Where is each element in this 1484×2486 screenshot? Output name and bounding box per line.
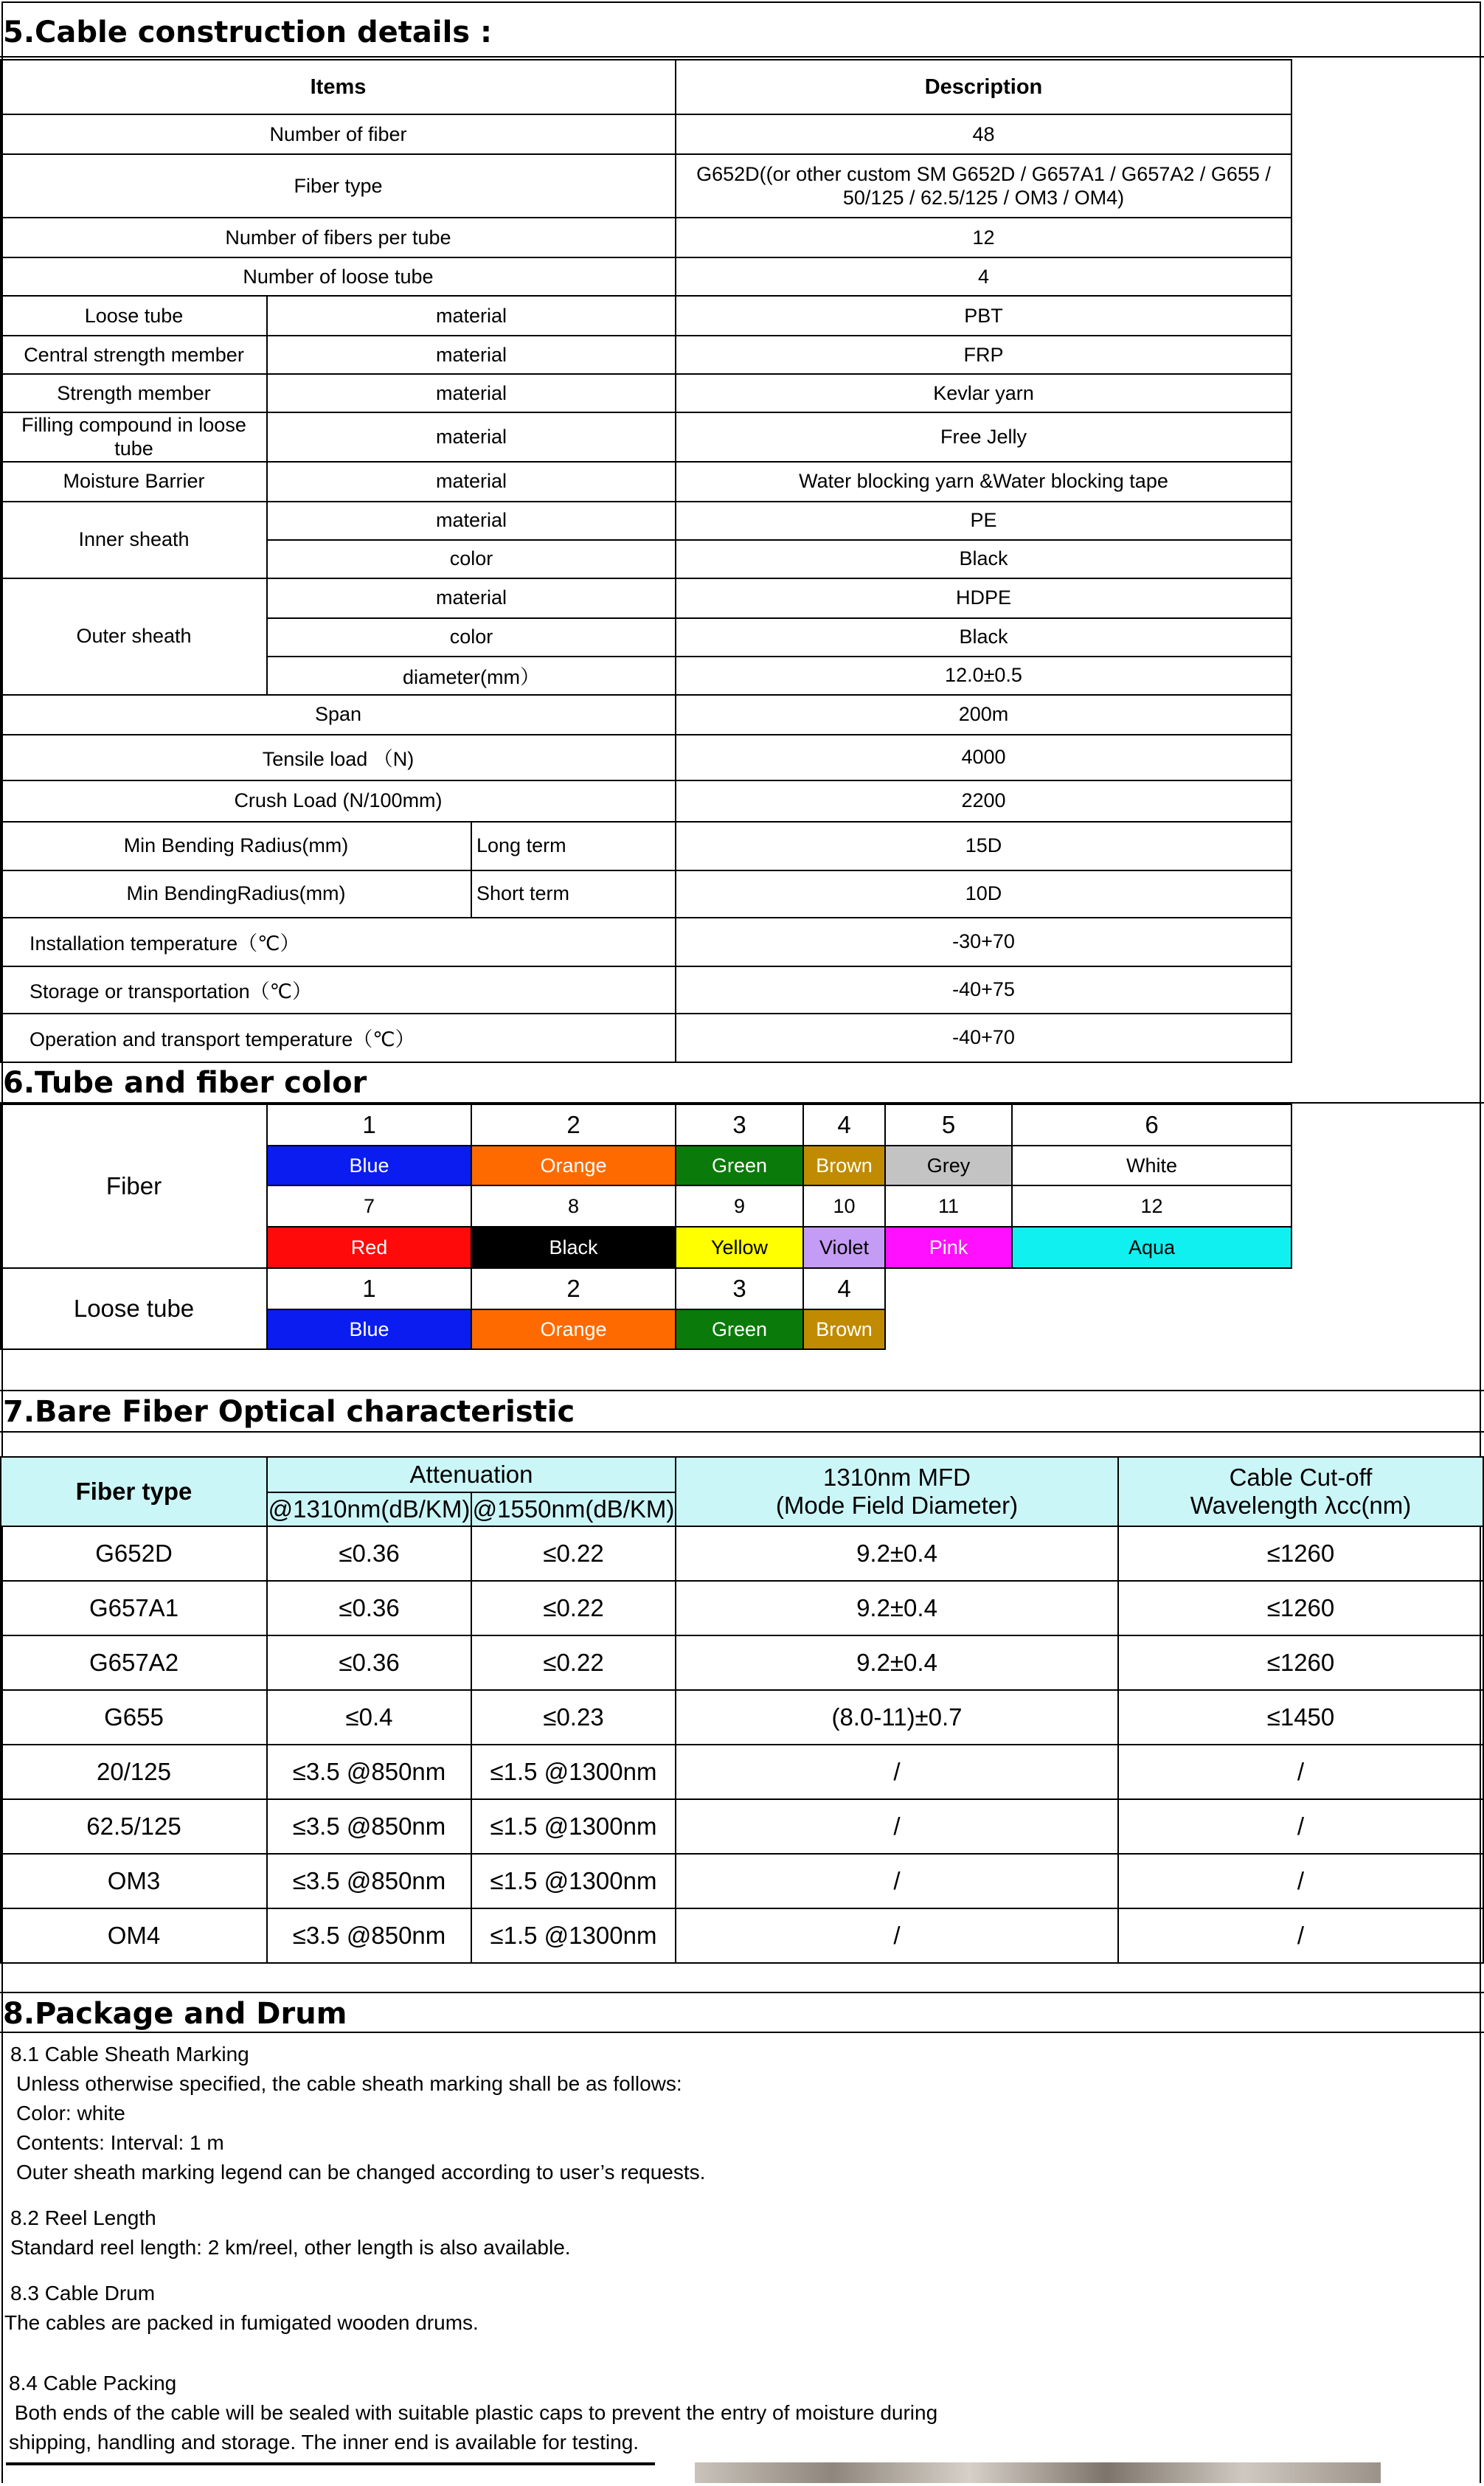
row-sub-label: color bbox=[267, 618, 676, 657]
row-label: Span bbox=[1, 695, 676, 735]
table-row bbox=[1, 822, 1291, 870]
attenuation-1310-cell: ≤3.5 @850nm bbox=[267, 1854, 471, 1908]
table-row bbox=[1, 1854, 1483, 1908]
row-value: 4 bbox=[676, 257, 1291, 296]
color-swatch-white: White bbox=[1012, 1146, 1291, 1185]
attenuation-1310-header: @1310nm(dB/KM) bbox=[267, 1492, 471, 1526]
mfd-cell: / bbox=[676, 1745, 1118, 1799]
row-sub-label: material bbox=[267, 336, 676, 374]
cable-packing-line: Both ends of the cable will be sealed with suitable plastic caps to prevent the entry of moisture during bbox=[9, 2401, 938, 2424]
color-number: 4 bbox=[803, 1104, 885, 1146]
table-header-row bbox=[1, 60, 1291, 114]
fiber-type-line-2: 50/125 / 62.5/125 / OM3 / OM4) bbox=[842, 187, 1125, 209]
table-row bbox=[1, 296, 1291, 336]
attenuation-1550-cell: ≤1.5 @1300nm bbox=[471, 1745, 676, 1799]
color-number: 10 bbox=[803, 1185, 885, 1227]
row-sub-label: material bbox=[267, 502, 676, 540]
spacer bbox=[10, 2187, 937, 2203]
row-sub-label: color bbox=[267, 540, 676, 578]
fiber-type-cell: G652D bbox=[1, 1526, 267, 1581]
cutoff-line-2: Wavelength λcc(nm) bbox=[1190, 1492, 1412, 1519]
drum-photo-edge bbox=[695, 2462, 1381, 2483]
sheath-marking-line: Color: white bbox=[16, 2102, 125, 2125]
row-value: 12.0±0.5 bbox=[676, 657, 1291, 695]
fiber-type-cell: 62.5/125 bbox=[1, 1799, 267, 1854]
table-row bbox=[1, 1635, 1483, 1690]
table-row bbox=[1, 154, 1291, 218]
attenuation-1550-cell: ≤0.22 bbox=[471, 1526, 676, 1581]
attenuation-1550-cell: ≤0.22 bbox=[471, 1635, 676, 1690]
color-swatch-brown: Brown bbox=[803, 1146, 885, 1185]
cutoff-cell: / bbox=[1118, 1745, 1483, 1799]
empty-cell bbox=[885, 1268, 1291, 1349]
row-label: Tensile load （N) bbox=[1, 735, 676, 780]
cutoff-line-1: Cable Cut-off bbox=[1229, 1464, 1373, 1491]
table-row bbox=[1, 502, 1291, 540]
mfd-cell: / bbox=[676, 1908, 1118, 1963]
table-row bbox=[1, 1581, 1483, 1635]
divider bbox=[0, 1431, 1484, 1433]
row-label: Outer sheath bbox=[1, 578, 267, 695]
row-label: Number of fibers per tube bbox=[1, 218, 676, 257]
table-row bbox=[1, 336, 1291, 374]
sheath-marking-line: Unless otherwise specified, the cable sheath marking shall be as follows: bbox=[16, 2072, 682, 2095]
row-value: -40+70 bbox=[676, 1014, 1291, 1062]
color-swatch-orange: Orange bbox=[471, 1309, 676, 1349]
row-label: Crush Load (N/100mm) bbox=[1, 780, 676, 822]
row-sub-label: material bbox=[267, 412, 676, 462]
color-swatch-orange: Orange bbox=[471, 1146, 676, 1185]
sheath-marking-line: Contents: Interval: 1 m bbox=[16, 2131, 224, 2154]
row-sub-label: diameter(mm） bbox=[267, 657, 676, 695]
mfd-cell: 9.2±0.4 bbox=[676, 1581, 1118, 1635]
table-row bbox=[1, 1799, 1483, 1854]
table-row bbox=[1, 218, 1291, 257]
color-swatch-yellow: Yellow bbox=[676, 1227, 803, 1268]
color-swatch-green: Green bbox=[676, 1309, 803, 1349]
fiber-type-value bbox=[676, 154, 1291, 218]
color-number: 3 bbox=[676, 1104, 803, 1146]
row-value: 48 bbox=[676, 114, 1291, 154]
table-row bbox=[1, 966, 1291, 1014]
divider bbox=[0, 1992, 1484, 1993]
color-number: 9 bbox=[676, 1185, 803, 1227]
cable-drum-line: The cables are packed in fumigated wooden drums. bbox=[4, 2311, 479, 2334]
table-row bbox=[1, 1690, 1483, 1745]
color-swatch-pink: Pink bbox=[885, 1227, 1012, 1268]
reel-length-line: Standard reel length: 2 km/reel, other length is also available. bbox=[10, 2236, 571, 2259]
attenuation-1310-cell: ≤0.4 bbox=[267, 1690, 471, 1745]
color-number: 6 bbox=[1012, 1104, 1291, 1146]
row-value: PE bbox=[676, 502, 1291, 540]
row-value: -30+70 bbox=[676, 918, 1291, 966]
color-swatch-red: Red bbox=[267, 1227, 471, 1268]
row-value: Free Jelly bbox=[676, 412, 1291, 462]
fiber-type-header: Fiber type bbox=[1, 1457, 267, 1526]
section-6-title: 6.Tube and fiber color bbox=[3, 1066, 367, 1100]
table-row bbox=[1, 374, 1291, 412]
fiber-type-cell: OM3 bbox=[1, 1854, 267, 1908]
row-value: 2200 bbox=[676, 780, 1291, 822]
cutoff-header bbox=[1118, 1457, 1483, 1526]
row-label: Number of fiber bbox=[1, 114, 676, 154]
row-label: Installation temperature（℃） bbox=[1, 918, 676, 966]
mfd-cell: 9.2±0.4 bbox=[676, 1526, 1118, 1581]
color-number: 7 bbox=[267, 1185, 471, 1227]
attenuation-1310-cell: ≤3.5 @850nm bbox=[267, 1799, 471, 1854]
row-label: Moisture Barrier bbox=[1, 462, 267, 502]
table-row bbox=[1, 412, 1291, 462]
cable-drum-title: 8.3 Cable Drum bbox=[10, 2282, 156, 2305]
cutoff-cell: ≤1450 bbox=[1118, 1690, 1483, 1745]
row-value: 4000 bbox=[676, 735, 1291, 780]
color-swatch-blue: Blue bbox=[267, 1146, 471, 1185]
optical-characteristic-table bbox=[0, 1456, 1484, 1964]
spacer bbox=[10, 2338, 937, 2369]
cable-packing-line: shipping, handling and storage. The inner end is available for testing. bbox=[9, 2431, 639, 2454]
color-swatch-aqua: Aqua bbox=[1012, 1227, 1291, 1268]
fiber-label: Fiber bbox=[1, 1104, 267, 1268]
fiber-type-line-1: G652D((or other custom SM G652D / G657A1 / G657A2 / G655 / bbox=[696, 162, 1271, 185]
attenuation-1550-header: @1550nm(dB/KM) bbox=[471, 1492, 676, 1526]
items-header: Items bbox=[1, 60, 676, 114]
optical-header-row-1 bbox=[1, 1457, 1483, 1492]
attenuation-1550-cell: ≤0.23 bbox=[471, 1690, 676, 1745]
row-label: Min BendingRadius(mm) bbox=[1, 870, 471, 918]
section-5-title: 5.Cable construction details : bbox=[3, 15, 493, 49]
sheath-marking-line: Outer sheath marking legend can be changed according to user’s requests. bbox=[16, 2161, 706, 2184]
table-row bbox=[1, 1908, 1483, 1963]
attenuation-1310-cell: ≤0.36 bbox=[267, 1526, 471, 1581]
description-header: Description bbox=[676, 60, 1291, 114]
table-row bbox=[1, 695, 1291, 735]
table-row bbox=[1, 918, 1291, 966]
mfd-header bbox=[676, 1457, 1118, 1526]
color-swatch-black: Black bbox=[471, 1227, 676, 1268]
row-term: Long term bbox=[471, 822, 676, 870]
color-number: 2 bbox=[471, 1268, 676, 1309]
table-row bbox=[1, 870, 1291, 918]
attenuation-1550-cell: ≤1.5 @1300nm bbox=[471, 1854, 676, 1908]
attenuation-1310-cell: ≤3.5 @850nm bbox=[267, 1908, 471, 1963]
row-value: 12 bbox=[676, 218, 1291, 257]
row-sub-label: material bbox=[267, 578, 676, 618]
row-sub-label: material bbox=[267, 296, 676, 336]
sheath-marking-title: 8.1 Cable Sheath Marking bbox=[10, 2043, 249, 2066]
color-number: 3 bbox=[676, 1268, 803, 1309]
row-value: 10D bbox=[676, 870, 1291, 918]
table-row bbox=[1, 578, 1291, 618]
row-value: 15D bbox=[676, 822, 1291, 870]
row-label: Operation and transport temperature（℃） bbox=[1, 1014, 676, 1062]
row-value: HDPE bbox=[676, 578, 1291, 618]
section-7-title: 7.Bare Fiber Optical characteristic bbox=[3, 1395, 575, 1429]
loose-number-row bbox=[1, 1268, 1291, 1309]
attenuation-1310-cell: ≤0.36 bbox=[267, 1635, 471, 1690]
color-number: 4 bbox=[803, 1268, 885, 1309]
row-value: Water blocking yarn &Water blocking tape bbox=[676, 462, 1291, 502]
attenuation-header: Attenuation bbox=[267, 1457, 676, 1492]
color-number: 11 bbox=[885, 1185, 1012, 1227]
loose-tube-label: Loose tube bbox=[1, 1268, 267, 1349]
table-row bbox=[1, 114, 1291, 154]
row-label: Inner sheath bbox=[1, 502, 267, 578]
row-label: Number of loose tube bbox=[1, 257, 676, 296]
mfd-cell: / bbox=[676, 1799, 1118, 1854]
color-number: 1 bbox=[267, 1268, 471, 1309]
attenuation-1310-cell: ≤0.36 bbox=[267, 1581, 471, 1635]
fiber-type-cell: OM4 bbox=[1, 1908, 267, 1963]
mfd-cell: (8.0-11)±0.7 bbox=[676, 1690, 1118, 1745]
mfd-line-2: (Mode Field Diameter) bbox=[775, 1492, 1019, 1519]
table-row bbox=[1, 462, 1291, 502]
cutoff-cell: / bbox=[1118, 1799, 1483, 1854]
table-row bbox=[1, 780, 1291, 822]
reel-length-title: 8.2 Reel Length bbox=[10, 2206, 156, 2229]
row-term: Short term bbox=[471, 870, 676, 918]
row-value: -40+75 bbox=[676, 966, 1291, 1014]
divider bbox=[0, 2032, 1484, 2033]
attenuation-1550-cell: ≤1.5 @1300nm bbox=[471, 1799, 676, 1854]
bottom-frame-edge bbox=[6, 2462, 655, 2486]
row-sub-label: material bbox=[267, 374, 676, 412]
mfd-cell: 9.2±0.4 bbox=[676, 1635, 1118, 1690]
table-row bbox=[1, 1745, 1483, 1799]
attenuation-1310-cell: ≤3.5 @850nm bbox=[267, 1745, 471, 1799]
table-row bbox=[1, 257, 1291, 296]
color-number: 2 bbox=[471, 1104, 676, 1146]
row-label: Loose tube bbox=[1, 296, 267, 336]
divider bbox=[0, 56, 1484, 58]
package-drum-text bbox=[4, 2040, 938, 2457]
row-value: Kevlar yarn bbox=[676, 374, 1291, 412]
fiber-type-cell: G657A2 bbox=[1, 1635, 267, 1690]
color-number: 12 bbox=[1012, 1185, 1291, 1227]
cutoff-cell: ≤1260 bbox=[1118, 1526, 1483, 1581]
cable-construction-table bbox=[0, 59, 1292, 1063]
table-row bbox=[1, 1014, 1291, 1062]
spacer bbox=[10, 2262, 937, 2279]
divider bbox=[0, 1390, 1484, 1391]
row-value: 200m bbox=[676, 695, 1291, 735]
row-label: Central strength member bbox=[1, 336, 267, 374]
attenuation-1550-cell: ≤1.5 @1300nm bbox=[471, 1908, 676, 1963]
tube-fiber-color-table bbox=[0, 1104, 1292, 1350]
color-swatch-violet: Violet bbox=[803, 1227, 885, 1268]
mfd-cell: / bbox=[676, 1854, 1118, 1908]
cutoff-cell: / bbox=[1118, 1854, 1483, 1908]
row-label: Strength member bbox=[1, 374, 267, 412]
row-label: Fiber type bbox=[1, 154, 676, 218]
color-number: 5 bbox=[885, 1104, 1012, 1146]
fiber-number-row-1 bbox=[1, 1104, 1291, 1146]
cutoff-cell: / bbox=[1118, 1908, 1483, 1963]
row-label: Min Bending Radius(mm) bbox=[1, 822, 471, 870]
cable-packing-title: 8.4 Cable Packing bbox=[9, 2372, 177, 2395]
row-value: Black bbox=[676, 540, 1291, 578]
fiber-type-cell: G657A1 bbox=[1, 1581, 267, 1635]
fiber-type-cell: 20/125 bbox=[1, 1745, 267, 1799]
color-swatch-grey: Grey bbox=[885, 1146, 1012, 1185]
fiber-type-cell: G655 bbox=[1, 1690, 267, 1745]
table-row bbox=[1, 1526, 1483, 1581]
row-value: FRP bbox=[676, 336, 1291, 374]
color-number: 1 bbox=[267, 1104, 471, 1146]
row-label: Storage or transportation（℃） bbox=[1, 966, 676, 1014]
row-label: Filling compound in loose tube bbox=[1, 412, 267, 462]
row-sub-label: material bbox=[267, 462, 676, 502]
table-row bbox=[1, 735, 1291, 780]
color-swatch-blue: Blue bbox=[267, 1309, 471, 1349]
color-swatch-green: Green bbox=[676, 1146, 803, 1185]
attenuation-1550-cell: ≤0.22 bbox=[471, 1581, 676, 1635]
row-value: PBT bbox=[676, 296, 1291, 336]
row-value: Black bbox=[676, 618, 1291, 657]
section-8-title: 8.Package and Drum bbox=[3, 1997, 347, 2031]
mfd-line-1: 1310nm MFD bbox=[823, 1464, 971, 1491]
color-number: 8 bbox=[471, 1185, 676, 1227]
cutoff-cell: ≤1260 bbox=[1118, 1635, 1483, 1690]
color-swatch-brown: Brown bbox=[803, 1309, 885, 1349]
cutoff-cell: ≤1260 bbox=[1118, 1581, 1483, 1635]
